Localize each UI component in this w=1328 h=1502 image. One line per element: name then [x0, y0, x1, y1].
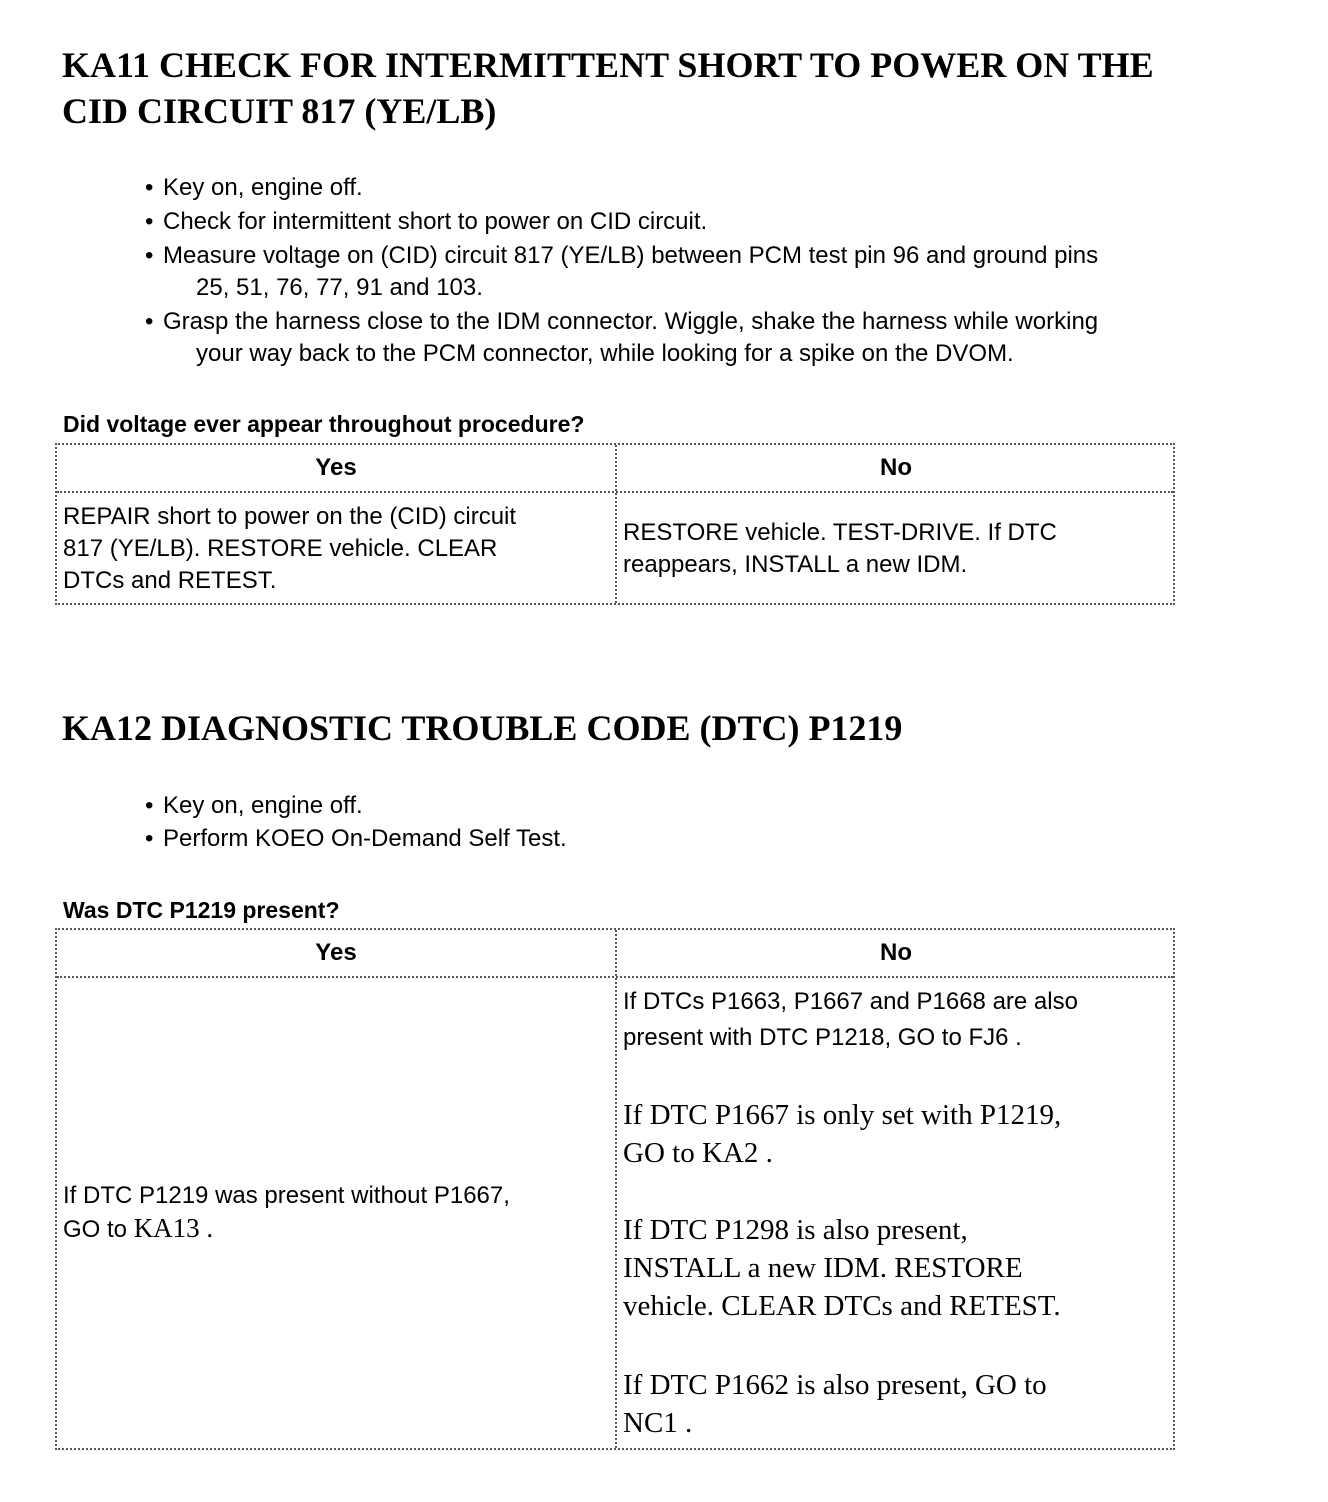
column-divider — [615, 930, 617, 1448]
cell-line: If DTC P1667 is only set with P1219, — [623, 1099, 1062, 1131]
no-para-4 — [623, 1366, 1047, 1442]
cell-line — [63, 1212, 510, 1246]
cell-line: NC1 . — [623, 1407, 693, 1439]
step-continuation: 25, 51, 76, 77, 91 and 103. — [196, 274, 483, 301]
section-title-ka11 — [62, 42, 1154, 134]
header-divider — [57, 976, 1173, 978]
yes-cell — [63, 501, 516, 597]
no-para-1 — [623, 986, 1078, 1054]
no-cell — [623, 517, 1057, 581]
bullet-icon: • — [145, 308, 154, 335]
cell-line: REPAIR short to power on the (CID) circuit — [63, 503, 517, 530]
header-divider — [57, 491, 1173, 493]
ka13-link[interactable]: KA13 . — [133, 1213, 214, 1243]
yes-cell — [63, 1180, 510, 1246]
step-item — [145, 172, 363, 204]
question-heading: Did voltage ever appear throughout procedure? — [63, 411, 585, 437]
cell-line: If DTCs P1663, P1667 and P1668 are also — [623, 988, 1078, 1015]
yes-header: Yes — [315, 939, 357, 966]
cell-line: INSTALL a new IDM. RESTORE — [623, 1252, 1023, 1284]
step-continuation: your way back to the PCM connector, while looking for a spike on the DVOM. — [196, 340, 1014, 367]
cell-line: reappears, INSTALL a new IDM. — [623, 551, 968, 578]
step-item — [145, 790, 363, 822]
step-text: Key on, engine off. — [163, 174, 363, 201]
cell-line: DTCs and RETEST. — [63, 567, 277, 594]
cell-line: If DTC P1662 is also present, GO to — [623, 1369, 1047, 1401]
decision-table — [55, 928, 1175, 1450]
no-para-2 — [623, 1096, 1061, 1172]
title-line: CID CIRCUIT 817 (YE/LB) — [62, 91, 497, 131]
bullet-icon: • — [145, 242, 154, 269]
bullet-icon: • — [145, 792, 154, 819]
no-header: No — [880, 454, 912, 481]
cell-line: RESTORE vehicle. TEST-DRIVE. If DTC — [623, 519, 1057, 546]
step-text: Key on, engine off. — [163, 792, 363, 819]
cell-line: GO to KA2 . — [623, 1137, 773, 1169]
step-item — [145, 240, 1098, 272]
cell-line: 817 (YE/LB). RESTORE vehicle. CLEAR — [63, 535, 498, 562]
yes-header: Yes — [315, 454, 357, 481]
bullet-icon: • — [145, 174, 154, 201]
no-header: No — [880, 939, 912, 966]
step-text: Measure voltage on (CID) circuit 817 (YE/LB) between PCM test pin 96 and ground pins — [163, 242, 1099, 269]
step-text: Perform KOEO On-Demand Self Test. — [163, 825, 567, 852]
bullet-icon: • — [145, 825, 154, 852]
step-item — [145, 823, 567, 855]
step-text: Grasp the harness close to the IDM connector. Wiggle, shake the harness while working — [163, 308, 1099, 335]
cell-line: If DTC P1219 was present without P1667, — [63, 1182, 510, 1209]
cell-line: If DTC P1298 is also present, — [623, 1214, 968, 1246]
step-text: Check for intermittent short to power on CID circuit. — [163, 208, 708, 235]
decision-table — [55, 443, 1175, 605]
cell-line: vehicle. CLEAR DTCs and RETEST. — [623, 1290, 1061, 1322]
step-item — [145, 306, 1098, 338]
cell-text: GO to — [63, 1216, 134, 1243]
section-title-ka12: KA12 DIAGNOSTIC TROUBLE CODE (DTC) P1219 — [62, 708, 903, 748]
no-para-3 — [623, 1211, 1061, 1325]
cell-line: present with DTC P1218, GO to FJ6 . — [623, 1024, 1022, 1051]
step-item — [145, 206, 707, 238]
bullet-icon: • — [145, 208, 154, 235]
question-heading: Was DTC P1219 present? — [63, 897, 340, 923]
title-line: KA11 CHECK FOR INTERMITTENT SHORT TO POWER ON THE — [62, 45, 1154, 85]
